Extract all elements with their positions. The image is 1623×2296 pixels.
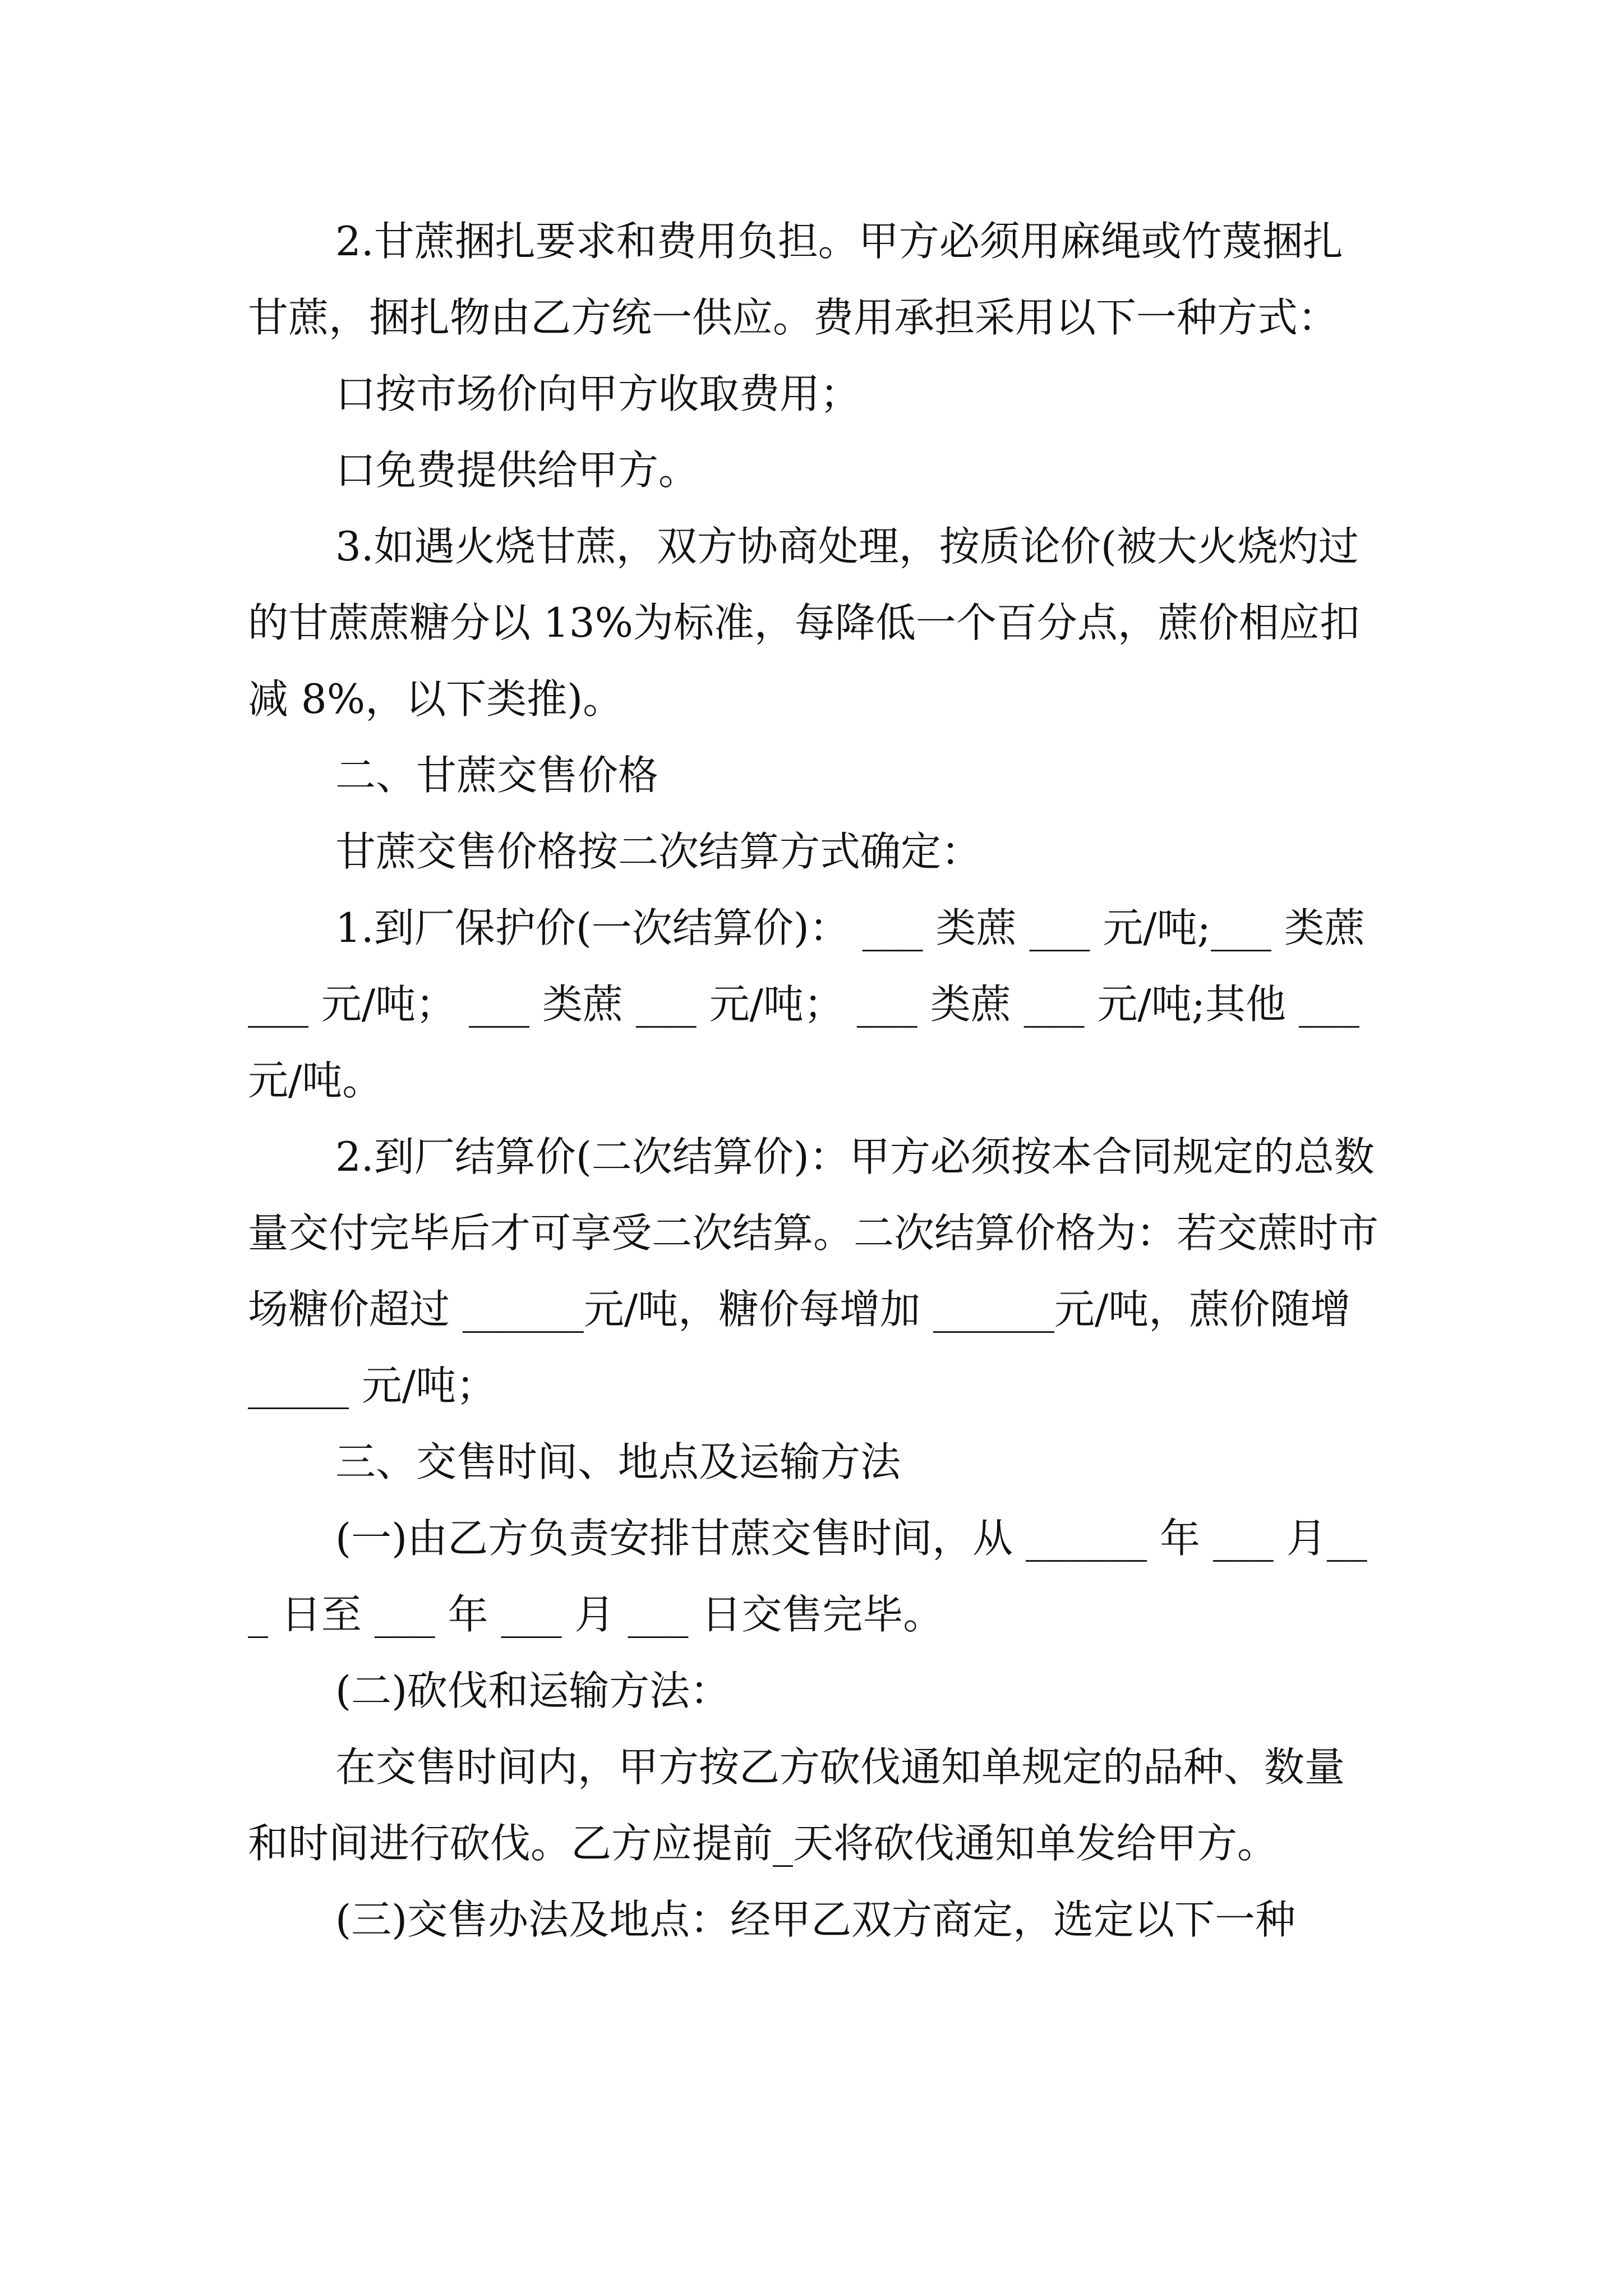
paragraph-protection-price: 1.到厂保护价(一次结算价)： ___ 类蔗 ___ 元/吨;___ 类蔗 ___ 元/吨； ___ 类蔗 ___ 元/吨； ___ 类蔗 ___ 元/吨;其他 ___ 元/吨。 [248,904,1365,1104]
paragraph-harvest-heading: (二)砍伐和运输方法： [335,1667,731,1714]
document-body [248,203,1381,1958]
section-heading-price: 二、甘蔗交售价格 [335,752,659,799]
paragraph-delivery-time: (一)由乙方负责安排甘蔗交售时间，从 ______ 年 ___ 月___ 日至 ___ 年 ___ 月 ___ 日交售完毕。 [248,1515,1367,1638]
paragraph-delivery-location: (三)交售办法及地点：经甲乙双方商定，选定以下一种 [335,1896,1296,1943]
option-free-supply: 口免费提供给甲方。 [335,447,699,494]
paragraph-fire-burned-cane: 3.如遇火烧甘蔗，双方协商处理，按质论价(被大火烧灼过的甘蔗蔗糖分以 13%为标准，每降低一个百分点，蔗价相应扣减 8%，以下类推)。 [248,523,1360,723]
section-heading-delivery: 三、交售时间、地点及运输方法 [335,1438,901,1485]
paragraph-harvest-notice: 在交售时间内，甲方按乙方砍伐通知单规定的品种、数量和时间进行砍伐。乙方应提前_天将砍伐通知单发给甲方。 [248,1743,1345,1867]
paragraph-bundling-requirements: 2.甘蔗捆扎要求和费用负担。甲方必须用麻绳或竹蔑捆扎甘蔗，捆扎物由乙方统一供应。费用承担采用以下一种方式： [248,218,1343,341]
option-market-price: 口按市场价向甲方收取费用； [335,370,861,417]
paragraph-settlement-price: 2.到厂结算价(二次结算价)：甲方必须按本合同规定的总数量交付完毕后才可享受二次结算。二次结算价格为：若交蔗时市场糖价超过 ______元/吨，糖价每增加 ______元/吨，蔗价随增 _____ 元/吨； [248,1133,1379,1409]
paragraph-price-method: 甘蔗交售价格按二次结算方式确定： [335,828,982,875]
